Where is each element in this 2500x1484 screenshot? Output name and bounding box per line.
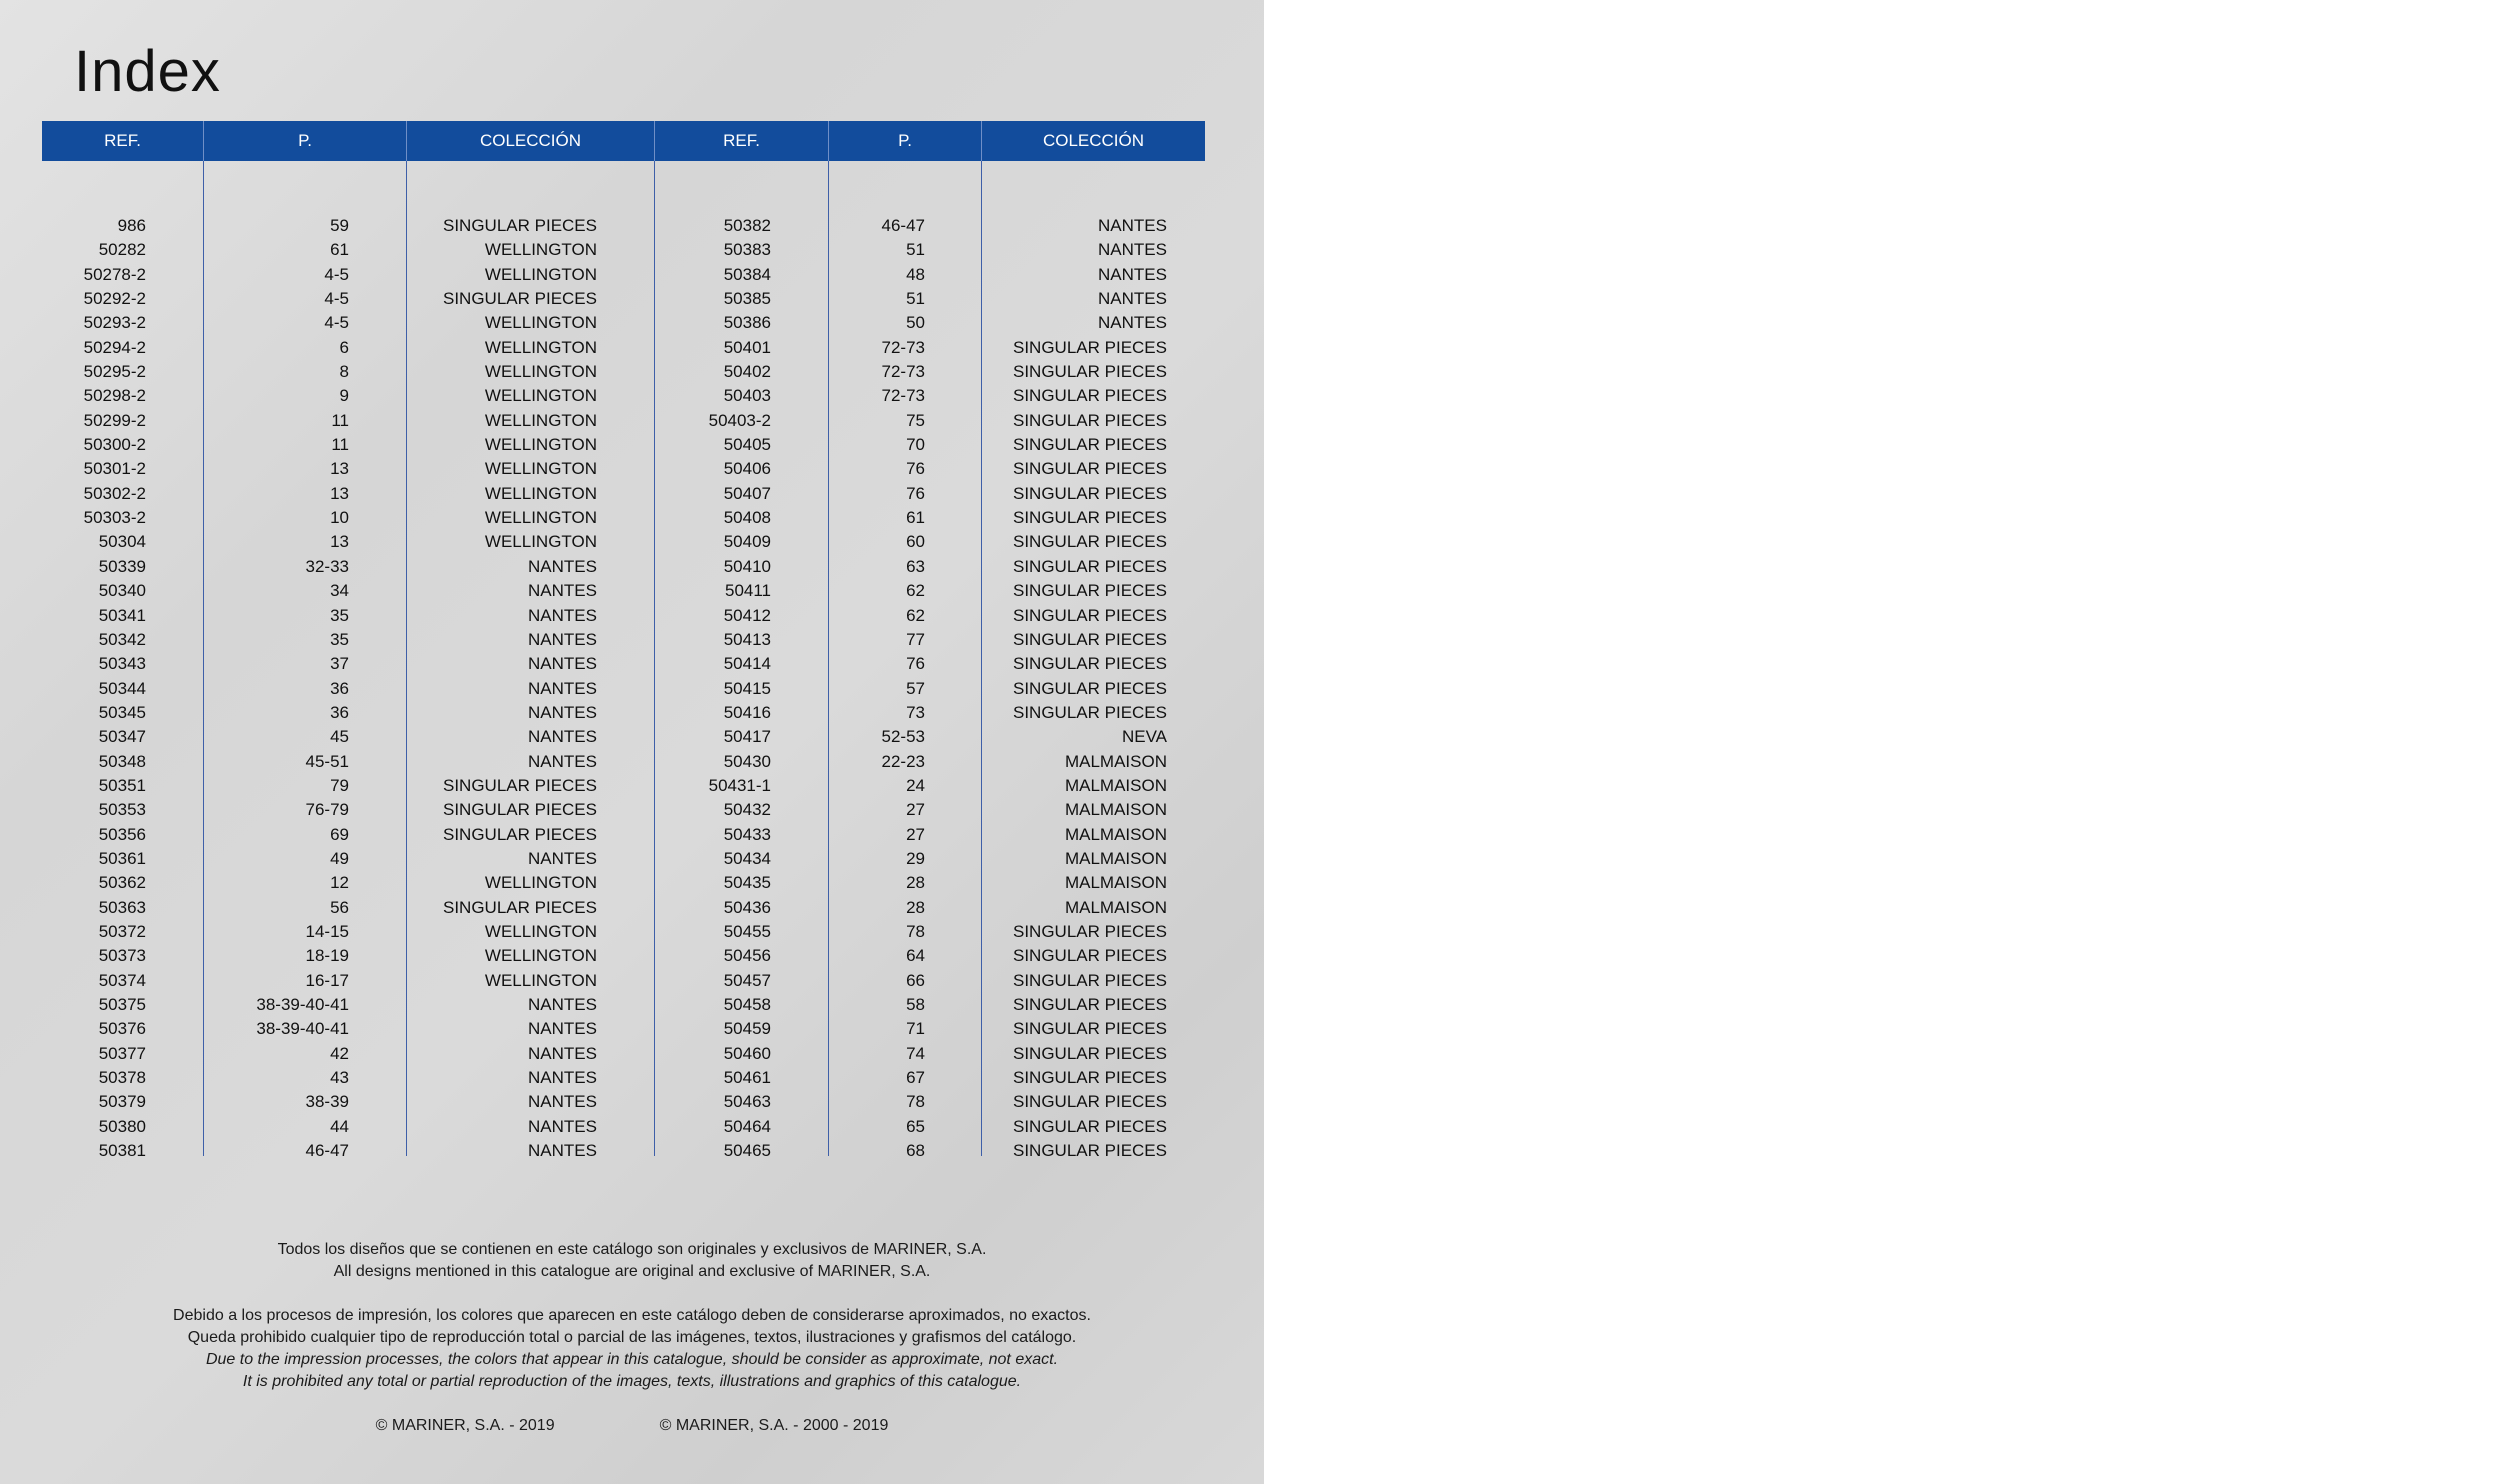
- table-cell: 48: [906, 264, 925, 284]
- table-cell: 50345: [98, 702, 146, 722]
- table-cell: SINGULAR PIECES: [1013, 1043, 1167, 1063]
- table-header-row: [42, 121, 1205, 161]
- table-cell: 4-5: [324, 313, 349, 333]
- table-cell: 50465: [723, 1141, 771, 1161]
- colors-en: Due to the impression processes, the colors that appear in this catalogue, should be consider as approximate, not exact.: [205, 1351, 1059, 1368]
- table-cell: 72-73: [881, 337, 925, 357]
- table-cell: SINGULAR PIECES: [443, 289, 597, 309]
- table-cell: SINGULAR PIECES: [1013, 410, 1167, 430]
- table-cell: 78: [906, 1092, 925, 1112]
- table-cell: NANTES: [528, 727, 597, 747]
- table-cell: SINGULAR PIECES: [1013, 678, 1167, 698]
- table-cell: 50372: [98, 921, 146, 941]
- table-cell: NANTES: [528, 605, 597, 625]
- table-cell: NANTES: [1098, 240, 1167, 260]
- table-cell: 63: [906, 556, 925, 576]
- header-collection-2: COLECCIÓN: [981, 121, 1205, 161]
- table-cell: 60: [906, 532, 925, 552]
- table-cell: 50405: [723, 435, 771, 455]
- table-cell: SINGULAR PIECES: [443, 216, 597, 235]
- table-cell: SINGULAR PIECES: [1013, 946, 1167, 966]
- table-cell: 50374: [98, 970, 146, 990]
- table-cell: 50436: [723, 897, 771, 917]
- table-cell: 77: [906, 629, 925, 649]
- table-cell: 50464: [723, 1116, 771, 1136]
- ownership-es: Todos los diseños que se contienen en este catálogo son originales y exclusivos de MARINER, S.A.: [277, 1241, 987, 1258]
- table-cell: 46-47: [305, 1141, 349, 1161]
- table-cell: 71: [906, 1019, 925, 1039]
- table-cell: 52-53: [881, 727, 925, 747]
- table-cell: 50282: [98, 240, 146, 260]
- table-cell: WELLINGTON: [484, 410, 597, 430]
- table-cell: NANTES: [1098, 264, 1167, 284]
- column-collection-2: [981, 161, 1205, 1161]
- table-cell: 65: [906, 1116, 925, 1136]
- table-cell: SINGULAR PIECES: [1013, 483, 1167, 503]
- table-cell: 9: [339, 386, 349, 406]
- table-cell: 50381: [98, 1141, 146, 1161]
- table-cell: 50433: [723, 824, 771, 844]
- table-cell: 50341: [98, 605, 146, 625]
- table-cell: 57: [906, 678, 925, 698]
- header-collection-1: COLECCIÓN: [406, 121, 654, 161]
- table-cell: 50414: [723, 654, 771, 674]
- table-cell: NANTES: [528, 654, 597, 674]
- table-cell: MALMAISON: [1064, 751, 1167, 771]
- table-cell: 36: [330, 678, 349, 698]
- table-cell: 50376: [98, 1019, 146, 1039]
- table-cell: 61: [906, 508, 925, 528]
- table-cell: 50377: [98, 1043, 146, 1063]
- table-cell: 50298-2: [83, 386, 146, 406]
- table-cell: NANTES: [528, 1068, 597, 1088]
- index-table: [42, 121, 1205, 1161]
- table-cell: SINGULAR PIECES: [1013, 921, 1167, 941]
- table-cell: NANTES: [528, 1092, 597, 1112]
- table-cell: SINGULAR PIECES: [1013, 337, 1167, 357]
- table-cell: 45-51: [305, 751, 349, 771]
- column-page-2: [828, 161, 981, 1161]
- table-cell: MALMAISON: [1064, 873, 1167, 893]
- table-cell: 50379: [98, 1092, 146, 1112]
- table-cell: MALMAISON: [1064, 800, 1167, 820]
- table-cell: 50463: [723, 1092, 771, 1112]
- table-cell: 68: [906, 1141, 925, 1161]
- table-cell: 50380: [98, 1116, 146, 1136]
- column-collection-1: [406, 161, 654, 1161]
- table-cell: SINGULAR PIECES: [443, 897, 597, 917]
- table-cell: 11: [331, 435, 349, 455]
- table-cell: 28: [906, 873, 925, 893]
- table-cell: 50344: [98, 678, 146, 698]
- table-cell: 50361: [98, 848, 146, 868]
- table-cell: 50363: [98, 897, 146, 917]
- table-cell: 50432: [723, 800, 771, 820]
- table-cell: NANTES: [528, 995, 597, 1014]
- table-cell: 50459: [723, 1019, 771, 1039]
- table-cell: 50401: [723, 337, 771, 357]
- table-cell: 14-15: [305, 921, 349, 941]
- table-cell: SINGULAR PIECES: [1013, 386, 1167, 406]
- table-cell: 13: [330, 483, 349, 503]
- table-cell: 42: [330, 1043, 349, 1063]
- table-cell: WELLINGTON: [484, 508, 597, 528]
- table-cell: WELLINGTON: [484, 483, 597, 503]
- table-cell: 50362: [98, 873, 146, 893]
- table-cell: NANTES: [528, 848, 597, 868]
- table-cell: 50299-2: [83, 410, 146, 430]
- table-cell: SINGULAR PIECES: [1013, 459, 1167, 479]
- table-cell: SINGULAR PIECES: [1013, 605, 1167, 625]
- table-cell: 35: [330, 629, 349, 649]
- table-cell: 50461: [723, 1068, 771, 1088]
- table-cell: 76-79: [305, 800, 349, 820]
- table-cell: 10: [330, 508, 349, 528]
- table-cell: 50353: [98, 800, 146, 820]
- table-cell: 58: [906, 995, 925, 1014]
- table-cell: 67: [906, 1068, 925, 1088]
- table-cell: 50343: [98, 654, 146, 674]
- table-cell: 50408: [723, 508, 771, 528]
- table-cell: 29: [906, 848, 925, 868]
- table-cell: 50386: [723, 313, 771, 333]
- table-cell: 32-33: [305, 556, 349, 576]
- table-cell: 6: [339, 337, 349, 357]
- table-cell: SINGULAR PIECES: [1013, 362, 1167, 382]
- table-cell: 50303-2: [83, 508, 146, 528]
- table-cell: 50460: [723, 1043, 771, 1063]
- table-cell: 16-17: [305, 970, 349, 990]
- table-cell: WELLINGTON: [484, 532, 597, 552]
- table-cell: 4-5: [324, 289, 349, 309]
- print-notice: [0, 1305, 1264, 1393]
- table-cell: 43: [330, 1068, 349, 1088]
- table-cell: WELLINGTON: [484, 459, 597, 479]
- table-cell: SINGULAR PIECES: [1013, 435, 1167, 455]
- table-cell: SINGULAR PIECES: [1013, 581, 1167, 601]
- table-cell: 78: [906, 921, 925, 941]
- table-cell: 50406: [723, 459, 771, 479]
- table-cell: 13: [330, 459, 349, 479]
- table-cell: 51: [906, 240, 925, 260]
- table-cell: 70: [906, 435, 925, 455]
- table-cell: 49: [330, 848, 349, 868]
- header-page-1: P.: [203, 121, 406, 161]
- table-cell: 35: [330, 605, 349, 625]
- table-cell: SINGULAR PIECES: [1013, 1141, 1167, 1161]
- table-cell: 64: [906, 946, 925, 966]
- table-cell: SINGULAR PIECES: [443, 824, 597, 844]
- table-cell: 986: [117, 216, 146, 235]
- table-cell: 28: [906, 897, 925, 917]
- table-cell: 13: [330, 532, 349, 552]
- table-cell: MALMAISON: [1064, 848, 1167, 868]
- table-cell: 50456: [723, 946, 771, 966]
- table-cell: 76: [906, 459, 925, 479]
- table-cell: 50304: [98, 532, 146, 552]
- table-cell: WELLINGTON: [484, 240, 597, 260]
- table-cell: WELLINGTON: [484, 873, 597, 893]
- table-cell: 50410: [723, 556, 771, 576]
- table-cell: 50411: [724, 581, 771, 601]
- table-cell: 45: [330, 727, 349, 747]
- table-cell: 50300-2: [83, 435, 146, 455]
- table-cell: 72-73: [881, 386, 925, 406]
- table-cell: 27: [906, 824, 925, 844]
- table-cell: 76: [906, 654, 925, 674]
- table-cell: SINGULAR PIECES: [1013, 1116, 1167, 1136]
- table-cell: 50416: [723, 702, 771, 722]
- table-cell: WELLINGTON: [484, 921, 597, 941]
- table-cell: 50301-2: [83, 459, 146, 479]
- table-cell: 38-39-40-41: [256, 1019, 349, 1039]
- table-cell: NANTES: [528, 751, 597, 771]
- copyright-2: © MARINER, S.A. - 2000 - 2019: [659, 1417, 889, 1434]
- table-cell: 50434: [723, 848, 771, 868]
- table-cell: 50373: [98, 946, 146, 966]
- table-cell: 37: [330, 654, 349, 674]
- table-cell: 18-19: [305, 946, 349, 966]
- table-cell: 46-47: [881, 216, 925, 235]
- table-cell: 50458: [723, 995, 771, 1014]
- colors-es: Debido a los procesos de impresión, los colores que aparecen en este catálogo deben de considerarse aproximados, no exactos.: [173, 1307, 1091, 1324]
- table-cell: WELLINGTON: [484, 362, 597, 382]
- table-cell: 24: [906, 775, 925, 795]
- table-cell: NANTES: [528, 702, 597, 722]
- table-cell: 38-39: [305, 1092, 349, 1112]
- table-cell: 12: [330, 873, 349, 893]
- table-cell: 50378: [98, 1068, 146, 1088]
- table-cell: 44: [330, 1116, 349, 1136]
- header-page-2: P.: [828, 121, 981, 161]
- table-cell: 73: [906, 702, 925, 722]
- column-page-1: [203, 161, 406, 1161]
- table-cell: 11: [331, 410, 349, 430]
- table-cell: SINGULAR PIECES: [1013, 532, 1167, 552]
- table-cell: NANTES: [1098, 313, 1167, 333]
- table-cell: 50403: [723, 386, 771, 406]
- table-cell: SINGULAR PIECES: [443, 800, 597, 820]
- table-cell: 50402: [723, 362, 771, 382]
- table-cell: NANTES: [528, 678, 597, 698]
- table-cell: 4-5: [324, 264, 349, 284]
- table-cell: 50385: [723, 289, 771, 309]
- table-cell: 50348: [98, 751, 146, 771]
- table-cell: SINGULAR PIECES: [1013, 508, 1167, 528]
- table-cell: 50412: [723, 605, 771, 625]
- table-cell: 50292-2: [83, 289, 146, 309]
- table-cell: NANTES: [528, 1141, 597, 1161]
- reproduction-en: It is prohibited any total or partial reproduction of the images, texts, illustrations and graphics of this catalogue.: [242, 1373, 1022, 1390]
- table-cell: 38-39-40-41: [256, 995, 349, 1014]
- table-cell: SINGULAR PIECES: [1013, 1068, 1167, 1088]
- column-ref-2: [654, 161, 828, 1161]
- header-ref-2: REF.: [654, 121, 828, 161]
- column-ref-1: [42, 161, 203, 1161]
- table-cell: 27: [906, 800, 925, 820]
- table-cell: SINGULAR PIECES: [1013, 970, 1167, 990]
- table-cell: 74: [906, 1043, 925, 1063]
- table-cell: WELLINGTON: [484, 435, 597, 455]
- table-cell: 50375: [98, 995, 146, 1014]
- table-cell: NANTES: [528, 581, 597, 601]
- table-cell: 50347: [98, 727, 146, 747]
- table-cell: 36: [330, 702, 349, 722]
- table-cell: SINGULAR PIECES: [1013, 629, 1167, 649]
- table-cell: NANTES: [528, 1116, 597, 1136]
- table-cell: 56: [330, 897, 349, 917]
- table-cell: NANTES: [1098, 216, 1167, 235]
- table-cell: NANTES: [1098, 289, 1167, 309]
- copyright-1: © MARINER, S.A. - 2019: [375, 1417, 555, 1434]
- table-cell: NEVA: [1121, 727, 1167, 747]
- table-cell: 8: [339, 362, 349, 382]
- table-cell: 50351: [98, 775, 146, 795]
- table-cell: WELLINGTON: [484, 313, 597, 333]
- table-cell: 50455: [723, 921, 771, 941]
- ownership-notice: [0, 1239, 1264, 1283]
- legal-footer: [0, 1239, 1264, 1437]
- table-cell: 50413: [723, 629, 771, 649]
- table-cell: NANTES: [528, 629, 597, 649]
- table-cell: 66: [906, 970, 925, 990]
- table-cell: 59: [330, 216, 349, 235]
- table-cell: 50415: [723, 678, 771, 698]
- ownership-en: All designs mentioned in this catalogue are original and exclusive of MARINER, S.A.: [333, 1263, 931, 1280]
- table-body: [42, 161, 1205, 1161]
- table-cell: WELLINGTON: [484, 946, 597, 966]
- table-cell: 50295-2: [83, 362, 146, 382]
- table-cell: 50457: [723, 970, 771, 990]
- header-ref-1: REF.: [104, 131, 141, 150]
- table-cell: SINGULAR PIECES: [1013, 556, 1167, 576]
- table-cell: 50356: [98, 824, 146, 844]
- table-cell: 34: [330, 581, 349, 601]
- table-cell: 50407: [723, 483, 771, 503]
- table-cell: NANTES: [528, 1043, 597, 1063]
- table-cell: 75: [906, 410, 925, 430]
- table-cell: 62: [906, 581, 925, 601]
- reproduction-es: Queda prohibido cualquier tipo de reproducción total o parcial de las imágenes, textos, ilustraciones y grafismos del catálogo.: [187, 1329, 1077, 1346]
- table-cell: 72-73: [881, 362, 925, 382]
- table-cell: 50: [906, 313, 925, 333]
- table-cell: MALMAISON: [1064, 775, 1167, 795]
- table-cell: 51: [906, 289, 925, 309]
- copyright-line: [0, 1415, 1264, 1437]
- table-cell: SINGULAR PIECES: [1013, 995, 1167, 1014]
- table-cell: 50294-2: [83, 337, 146, 357]
- table-cell: 79: [330, 775, 349, 795]
- table-cell: 22-23: [881, 751, 925, 771]
- table-cell: 50278-2: [83, 264, 146, 284]
- table-cell: SINGULAR PIECES: [443, 775, 597, 795]
- table-cell: NANTES: [528, 1019, 597, 1039]
- table-cell: 50384: [723, 264, 771, 284]
- table-cell: MALMAISON: [1064, 824, 1167, 844]
- page-title: Index: [74, 39, 221, 104]
- table-cell: 50342: [98, 629, 146, 649]
- table-cell: 50383: [723, 240, 771, 260]
- table-cell: SINGULAR PIECES: [1013, 1019, 1167, 1039]
- table-cell: 50435: [723, 873, 771, 893]
- table-cell: 50293-2: [83, 313, 146, 333]
- table-cell: NANTES: [528, 556, 597, 576]
- table-cell: 50382: [723, 216, 771, 235]
- table-cell: 50431-1: [708, 775, 771, 795]
- table-cell: 50339: [98, 556, 146, 576]
- table-cell: MALMAISON: [1064, 897, 1167, 917]
- table-cell: 50403-2: [708, 410, 771, 430]
- table-cell: 69: [330, 824, 349, 844]
- table-cell: WELLINGTON: [484, 337, 597, 357]
- table-cell: 50430: [723, 751, 771, 771]
- table-cell: 50417: [723, 727, 771, 747]
- table-cell: 50409: [723, 532, 771, 552]
- table-cell: 50302-2: [83, 483, 146, 503]
- table-cell: 50340: [98, 581, 146, 601]
- table-cell: 61: [330, 240, 349, 260]
- table-cell: WELLINGTON: [484, 970, 597, 990]
- table-cell: SINGULAR PIECES: [1013, 1092, 1167, 1112]
- table-cell: SINGULAR PIECES: [1013, 702, 1167, 722]
- table-cell: WELLINGTON: [484, 264, 597, 284]
- table-cell: 62: [906, 605, 925, 625]
- table-cell: SINGULAR PIECES: [1013, 654, 1167, 674]
- table-cell: 76: [906, 483, 925, 503]
- table-cell: WELLINGTON: [484, 386, 597, 406]
